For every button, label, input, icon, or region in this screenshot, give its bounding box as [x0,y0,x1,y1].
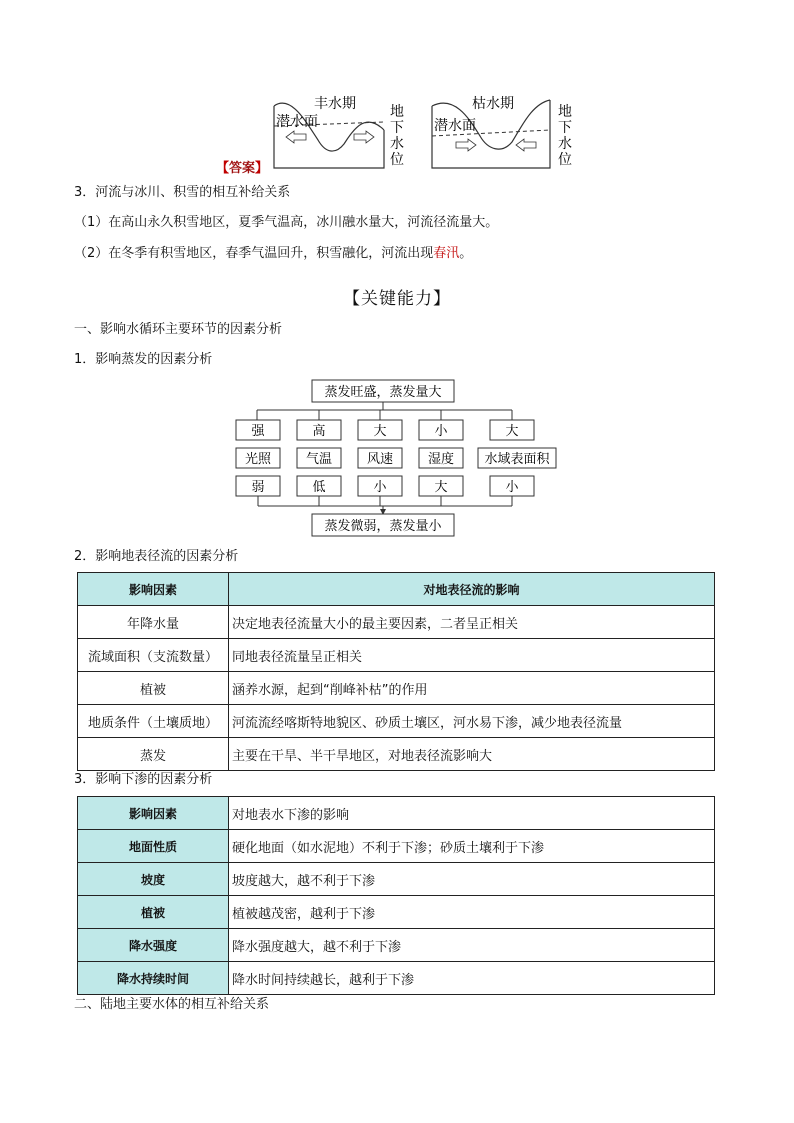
svg-text:下: 下 [558,120,572,136]
table-row [78,606,715,639]
table-row [78,830,715,863]
table-row [78,639,715,672]
table-row [78,929,715,962]
area-large-label: 大 [505,424,519,439]
temp-low-label: 低 [312,480,326,495]
spring-flood-highlight: 春汛 [433,246,460,261]
infiltration-factor-table [77,796,715,995]
effect-cell: 坡度越大，越不利于下渗 [229,863,715,896]
flood-season-title: 丰水期 [314,96,356,112]
factor-cell: 降水强度 [78,929,229,962]
sub1-heading: 1．影响蒸发的因素分析 [74,352,213,367]
dry-water-table-label: 潜水面 [434,118,476,134]
humidity-factor-label: 湿度 [427,452,455,467]
effect-cell: 降水时间持续越长，越利于下渗 [229,962,715,995]
temp-factor-label: 气温 [305,452,333,467]
factor-cell: 植被 [78,896,229,929]
effect-cell: 河流流经喀斯特地貌区、砂质土壤区，河水易下渗，减少地表径流量 [229,705,715,738]
flood-side-label [390,103,404,168]
factor-cell: 流域面积（支流数量） [78,639,229,672]
runoff-factor-table [77,572,715,771]
section3-item1: （1）在高山永久积雪地区，夏季气温高，冰川融水量大，河流径流量大。 [74,215,499,230]
flood-season-panel [274,95,384,168]
table-row [78,705,715,738]
table-header-row [78,573,715,606]
dry-season-panel [432,95,550,168]
sub3-heading: 3．影响下渗的因素分析 [74,772,213,787]
factor-cell: 蒸发 [78,738,229,771]
table-row [78,896,715,929]
svg-text:位: 位 [390,152,404,168]
svg-text:位: 位 [558,152,572,168]
svg-text:水: 水 [390,136,404,152]
answer-label: 【答案】 [216,161,269,176]
factor-cell: 降水持续时间 [78,962,229,995]
effect-cell: 硬化地面（如水泥地）不利于下渗；砂质土壤利于下渗 [229,830,715,863]
dry-side-label [558,103,572,168]
effect-cell: 降水强度越大，越不利于下渗 [229,929,715,962]
effect-cell: 涵养水源，起到“削峰补枯”的作用 [229,672,715,705]
area-factor-label: 水域表面积 [484,452,550,467]
temp-high-label: 高 [312,424,326,439]
table-row [78,863,715,896]
effect-cell: 对地表水下渗的影响 [229,797,715,830]
section3-heading: 3．河流与冰川、积雪的相互补给关系 [74,185,291,200]
table-row [78,962,715,995]
table-row [78,672,715,705]
factor-cell: 年降水量 [78,606,229,639]
effect-cell: 同地表径流量呈正相关 [229,639,715,672]
factor-cell: 地质条件（土壤质地） [78,705,229,738]
wind-factor-label: 风速 [366,452,394,467]
evap-strong-label: 蒸发旺盛，蒸发量大 [324,385,442,400]
column-header: 影响因素 [78,573,229,606]
column-header: 对地表径流的影响 [229,573,715,606]
svg-text:下: 下 [390,120,404,136]
table-row [78,797,715,830]
table-row [78,738,715,771]
humidity-high-label: 大 [434,480,448,495]
svg-text:地: 地 [390,104,404,120]
part1-heading: 一、影响水循环主要环节的因素分析 [74,322,283,337]
groundwater-diagram [266,92,586,172]
part2-heading: 二、陆地主要水体的相互补给关系 [74,997,270,1012]
section-title: 【关键能力】 [343,289,451,309]
factor-cell: 地面性质 [78,830,229,863]
effect-cell: 决定地表径流量大小的最主要因素，二者呈正相关 [229,606,715,639]
evaporation-factor-diagram [230,378,570,538]
evap-weak-label: 蒸发微弱，蒸发量小 [324,519,442,534]
factor-cell: 影响因素 [78,797,229,830]
wind-high-label: 大 [373,424,387,439]
wind-low-label: 小 [373,480,387,495]
humidity-low-label: 小 [434,424,448,439]
flood-water-table-label: 潜水面 [276,114,318,130]
effect-cell: 主要在干旱、半干旱地区，对地表径流影响大 [229,738,715,771]
section3-item2: （2）在冬季有积雪地区，春季气温回升，积雪融化，河流出现春汛。 [74,246,473,261]
dry-season-title: 枯水期 [472,96,514,112]
factor-cell: 坡度 [78,863,229,896]
light-weak-label: 弱 [251,480,265,495]
light-factor-label: 光照 [244,452,272,467]
effect-cell: 植被越茂密，越利于下渗 [229,896,715,929]
svg-text:地: 地 [558,104,572,120]
svg-text:水: 水 [558,136,572,152]
light-strong-label: 强 [251,424,265,439]
area-small-label: 小 [505,480,519,495]
factor-cell: 植被 [78,672,229,705]
sub2-heading: 2．影响地表径流的因素分析 [74,549,239,564]
